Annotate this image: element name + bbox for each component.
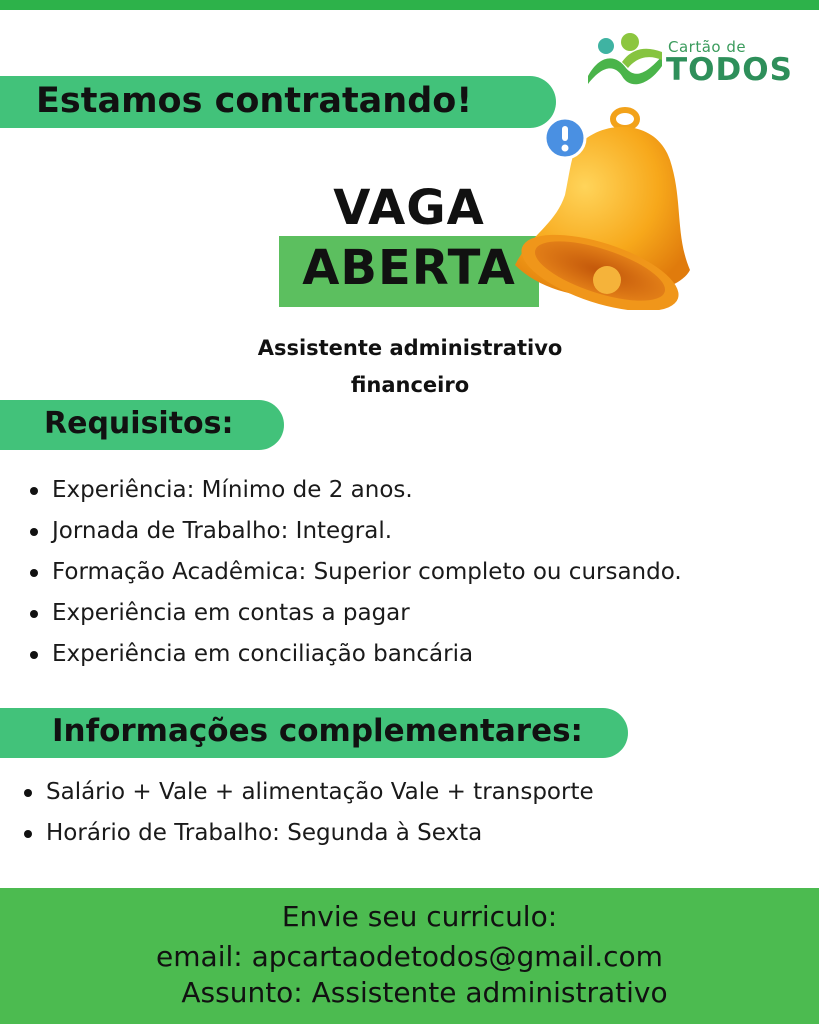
- info-header: [0, 708, 628, 758]
- requirements-list: [52, 470, 682, 675]
- footer-email[interactable]: email: apcartaodetodos@gmail.com: [156, 940, 663, 973]
- vaga-text: VAGA: [333, 180, 485, 236]
- bell-icon: [505, 105, 695, 310]
- list-item: Jornada de Trabalho: Integral.: [52, 511, 682, 552]
- info-title: Informações complementares:: [52, 713, 583, 749]
- logo-small-text: Cartão de: [668, 38, 747, 56]
- hiring-headline: Estamos contratando!: [36, 81, 473, 121]
- list-item: Horário de Trabalho: Segunda à Sexta: [46, 813, 594, 854]
- logo-big-text: TODOS: [666, 52, 793, 88]
- aberta-box: [279, 236, 539, 307]
- list-item: Experiência em conciliação bancária: [52, 634, 682, 675]
- job-title: [200, 330, 620, 404]
- people-logo-icon: [586, 32, 664, 88]
- list-item: Salário + Vale + alimentação Vale + transporte: [46, 772, 594, 813]
- list-item: Formação Acadêmica: Superior completo ou cursando.: [52, 552, 682, 593]
- list-item: Experiência: Mínimo de 2 anos.: [52, 470, 682, 511]
- job-title-line2: financeiro: [350, 373, 470, 397]
- footer-cta: Envie seu curriculo:: [281, 900, 558, 933]
- requirements-title: Requisitos:: [44, 406, 234, 441]
- info-list: [46, 772, 594, 854]
- contact-footer: [0, 888, 819, 1024]
- requirements-header: [0, 400, 284, 450]
- list-item: Experiência em contas a pagar: [52, 593, 682, 634]
- job-title-line1: Assistente administrativo: [257, 336, 563, 360]
- brand-logo: [586, 32, 798, 92]
- footer-subject: Assunto: Assistente administrativo: [181, 976, 668, 1009]
- aberta-text: ABERTA: [302, 240, 516, 296]
- hiring-banner: [0, 76, 556, 128]
- top-accent-bar: [0, 0, 819, 10]
